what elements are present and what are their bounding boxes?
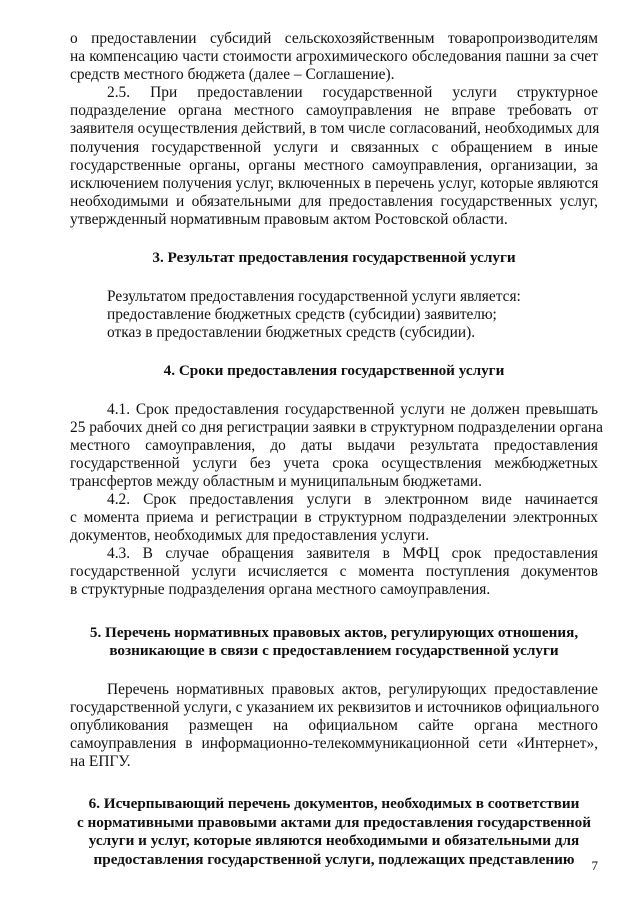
text-line: трансфертов между областным и муниципальным бюджетами. [70,472,483,490]
page-number: 7 [591,858,598,873]
text-line: 4.2. Срок предоставления услуги в электронном виде начинается [107,490,598,508]
text-line: в структурные подразделения органа местного самоуправления. [70,581,491,599]
text-line: государственной услуги без учета срока осуществления межбюджетных [70,454,598,472]
text-line: на ЕПГУ. [70,753,131,771]
section-5-heading [70,624,598,661]
text-line: государственной услуги, с указанием их реквизитов и источников официального [70,698,600,716]
text-line: государственные органы, органы местного самоуправления, организации, за [70,156,598,174]
text-line: местного самоуправления, до даты выдачи результата предоставления [70,436,598,454]
list-item: отказ в предоставлении бюджетных средств (субсидии). [107,323,476,341]
paragraph-4-1 [70,400,603,491]
text-line: необходимыми и обязательными для предоставления государственных услуг, [70,192,598,210]
heading-line: предоставления государственной услуги, подлежащих представлению [93,850,575,868]
text-line: самоуправления в информационно-телекоммуникационной сети «Интернет», [70,735,598,752]
text-line: опубликования размещен на официальном сайте органа местного [70,716,598,734]
heading-line: возникающие в связи с предоставлением государственной услуги [109,642,559,660]
paragraph-5-1 [70,681,598,771]
heading-line: услуги и услуг, которые являются необходимыми и обязательными для [88,832,580,850]
text-line: государственной услуги исчисляется с момента поступления документов [70,563,598,581]
section-4-heading: 4. Сроки предоставления государственной услуги [163,361,505,379]
list-item: Результатом предоставления государственной услуги является: [107,287,521,305]
text-line: 4.3. В случае обращения заявителя в МФЦ срок предоставления [107,545,598,563]
section-3-heading: 3. Результат предоставления государственной услуги [152,249,516,267]
text-line: с момента приема и регистрации в структурном подразделении электронных [70,509,598,527]
text-line: получения государственной услуги и связанных с обращением в иные [70,138,598,156]
list-item: предоставление бюджетных средств (субсидии) заявителю; [107,305,497,323]
text-line: средств местного бюджета (далее – Соглашение). [70,66,395,84]
text-line: заявителя осуществления действий, в том числе согласований, необходимых для [70,120,600,138]
section-6-heading [70,795,598,869]
document-page [70,30,603,870]
text-line: исключением получения услуг, включенных в перечень услуг, которые являются [70,174,599,192]
text-line: 25 рабочих дней со дня регистрации заявки в структурном подразделении органа [70,418,603,436]
text-line: документов, необходимых для предоставления услуги. [70,527,430,545]
paragraph-agreement-continued [70,30,598,84]
text-line: Перечень нормативных правовых актов, регулирующих предоставление [107,680,598,698]
heading-line: 5. Перечень нормативных правовых актов, регулирующих отношения, [89,623,579,641]
paragraph-4-3 [70,545,598,599]
section-3-result-list [107,288,598,342]
heading-line: 6. Исчерпывающий перечень документов, необходимых в соответствии [88,795,580,813]
text-line: 2.5. При предоставлении государственной услуги структурное [107,84,598,102]
text-line: утвержденный нормативным правовым актом Ростовской области. [70,210,508,228]
paragraph-4-2 [70,491,598,545]
paragraph-2-5 [70,84,598,229]
text-line: 4.1. Срок предоставления государственной услуги не должен превышать [107,400,598,418]
text-line: подразделение органа местного самоуправления не вправе требовать от [70,102,598,120]
heading-line: с нормативными правовыми актами для предоставления государственной [77,813,591,831]
text-line: на компенсацию части стоимости агрохимического обследования пашни за счет [70,48,598,66]
text-line: о предоставлении субсидий сельскохозяйственным товаропроизводителям [70,30,598,47]
